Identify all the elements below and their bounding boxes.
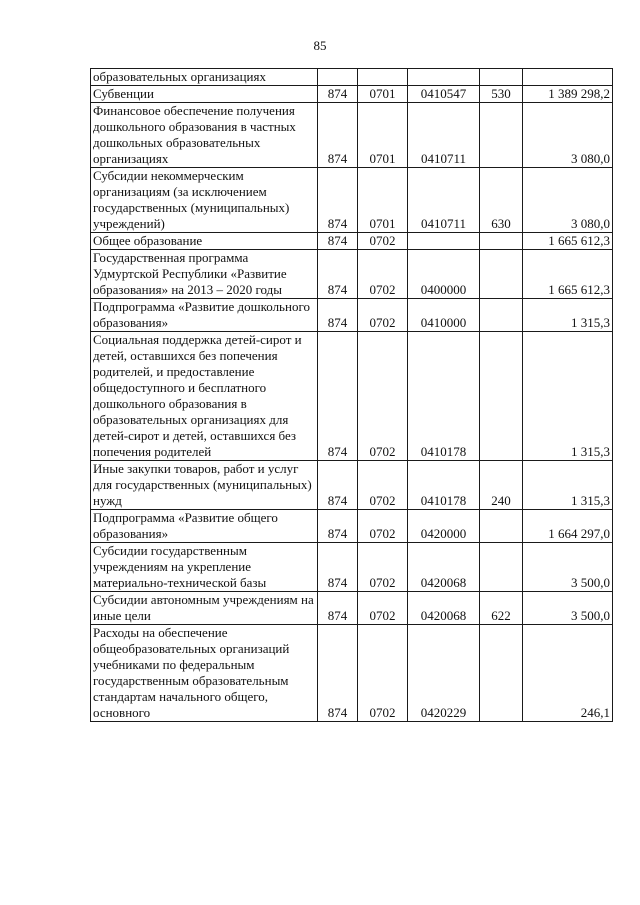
budget-table	[90, 68, 613, 722]
row-cs: 0410000	[408, 299, 480, 332]
table-row	[91, 168, 613, 233]
row-sum: 3 500,0	[523, 543, 613, 592]
row-ved: 874	[318, 592, 358, 625]
row-sum: 3 080,0	[523, 103, 613, 168]
row-rz: 0702	[358, 461, 408, 510]
row-rz: 0702	[358, 332, 408, 461]
table-row	[91, 625, 613, 722]
row-name: Субсидии государственным учреждениям на укрепление материально-технической базы	[91, 543, 318, 592]
table-row	[91, 510, 613, 543]
row-name: Иные закупки товаров, работ и услуг для государственных (муниципальных) нужд	[91, 461, 318, 510]
row-vr	[480, 103, 523, 168]
row-sum: 1 315,3	[523, 299, 613, 332]
row-cs: 0420229	[408, 625, 480, 722]
row-sum: 1 315,3	[523, 461, 613, 510]
row-name: Финансовое обеспечение получения дошкольного образования в частных дошкольных образовательных организациях	[91, 103, 318, 168]
row-rz: 0702	[358, 625, 408, 722]
table-row	[91, 461, 613, 510]
row-name: Социальная поддержка детей-сирот и детей, оставшихся без попечения родителей, и предоставление общедоступного и бесплатного дошкольного образования в образовательных организациях для детей-сирот и детей, оставшихся без попечения родителей	[91, 332, 318, 461]
row-ved: 874	[318, 461, 358, 510]
table-row	[91, 543, 613, 592]
row-rz: 0702	[358, 299, 408, 332]
row-cs: 0410178	[408, 332, 480, 461]
row-sum: 1 389 298,2	[523, 86, 613, 103]
row-cs	[408, 233, 480, 250]
row-ved: 874	[318, 332, 358, 461]
row-vr: 622	[480, 592, 523, 625]
row-rz: 0702	[358, 543, 408, 592]
row-ved: 874	[318, 510, 358, 543]
row-sum: 1 665 612,3	[523, 233, 613, 250]
row-ved	[318, 69, 358, 86]
table-row	[91, 69, 613, 86]
row-vr	[480, 69, 523, 86]
row-sum: 1 315,3	[523, 332, 613, 461]
row-cs	[408, 69, 480, 86]
row-ved: 874	[318, 233, 358, 250]
row-rz: 0701	[358, 86, 408, 103]
row-name: Расходы на обеспечение общеобразовательных организаций учебниками по федеральным государственным образовательным стандартам начального общего, основного	[91, 625, 318, 722]
row-vr	[480, 625, 523, 722]
row-ved: 874	[318, 625, 358, 722]
row-vr: 530	[480, 86, 523, 103]
row-cs: 0420068	[408, 592, 480, 625]
table-row	[91, 103, 613, 168]
table-row	[91, 332, 613, 461]
row-ved: 874	[318, 250, 358, 299]
row-cs: 0420000	[408, 510, 480, 543]
table-row	[91, 86, 613, 103]
row-vr	[480, 332, 523, 461]
row-cs: 0410178	[408, 461, 480, 510]
page-number: 85	[313, 38, 327, 53]
row-vr	[480, 299, 523, 332]
row-sum	[523, 69, 613, 86]
row-sum: 3 080,0	[523, 168, 613, 233]
row-sum: 1 664 297,0	[523, 510, 613, 543]
row-sum: 1 665 612,3	[523, 250, 613, 299]
row-name: Подпрограмма «Развитие общего образования»	[91, 510, 318, 543]
row-name: Субвенции	[91, 86, 318, 103]
row-vr	[480, 543, 523, 592]
table-row	[91, 299, 613, 332]
row-vr	[480, 510, 523, 543]
row-vr	[480, 233, 523, 250]
row-name: образовательных организациях	[91, 69, 318, 86]
row-ved: 874	[318, 103, 358, 168]
row-name: Общее образование	[91, 233, 318, 250]
table-row	[91, 250, 613, 299]
row-rz: 0701	[358, 168, 408, 233]
row-name: Государственная программа Удмуртской Республики «Развитие образования» на 2013 – 2020 годы	[91, 250, 318, 299]
row-sum: 246,1	[523, 625, 613, 722]
row-ved: 874	[318, 168, 358, 233]
row-rz: 0702	[358, 233, 408, 250]
row-rz: 0701	[358, 103, 408, 168]
row-name: Подпрограмма «Развитие дошкольного образования»	[91, 299, 318, 332]
row-sum: 3 500,0	[523, 592, 613, 625]
row-ved: 874	[318, 86, 358, 103]
row-ved: 874	[318, 543, 358, 592]
row-rz: 0702	[358, 510, 408, 543]
row-cs: 0400000	[408, 250, 480, 299]
row-name: Субсидии некоммерческим организациям (за исключением государственных (муниципальных) учреждений)	[91, 168, 318, 233]
row-cs: 0410711	[408, 103, 480, 168]
row-vr: 630	[480, 168, 523, 233]
row-rz: 0702	[358, 250, 408, 299]
row-cs: 0420068	[408, 543, 480, 592]
row-ved: 874	[318, 299, 358, 332]
row-rz: 0702	[358, 592, 408, 625]
table-row	[91, 233, 613, 250]
row-vr: 240	[480, 461, 523, 510]
row-cs: 0410711	[408, 168, 480, 233]
row-name: Субсидии автономным учреждениям на иные цели	[91, 592, 318, 625]
row-cs: 0410547	[408, 86, 480, 103]
row-vr	[480, 250, 523, 299]
table-row	[91, 592, 613, 625]
row-rz	[358, 69, 408, 86]
